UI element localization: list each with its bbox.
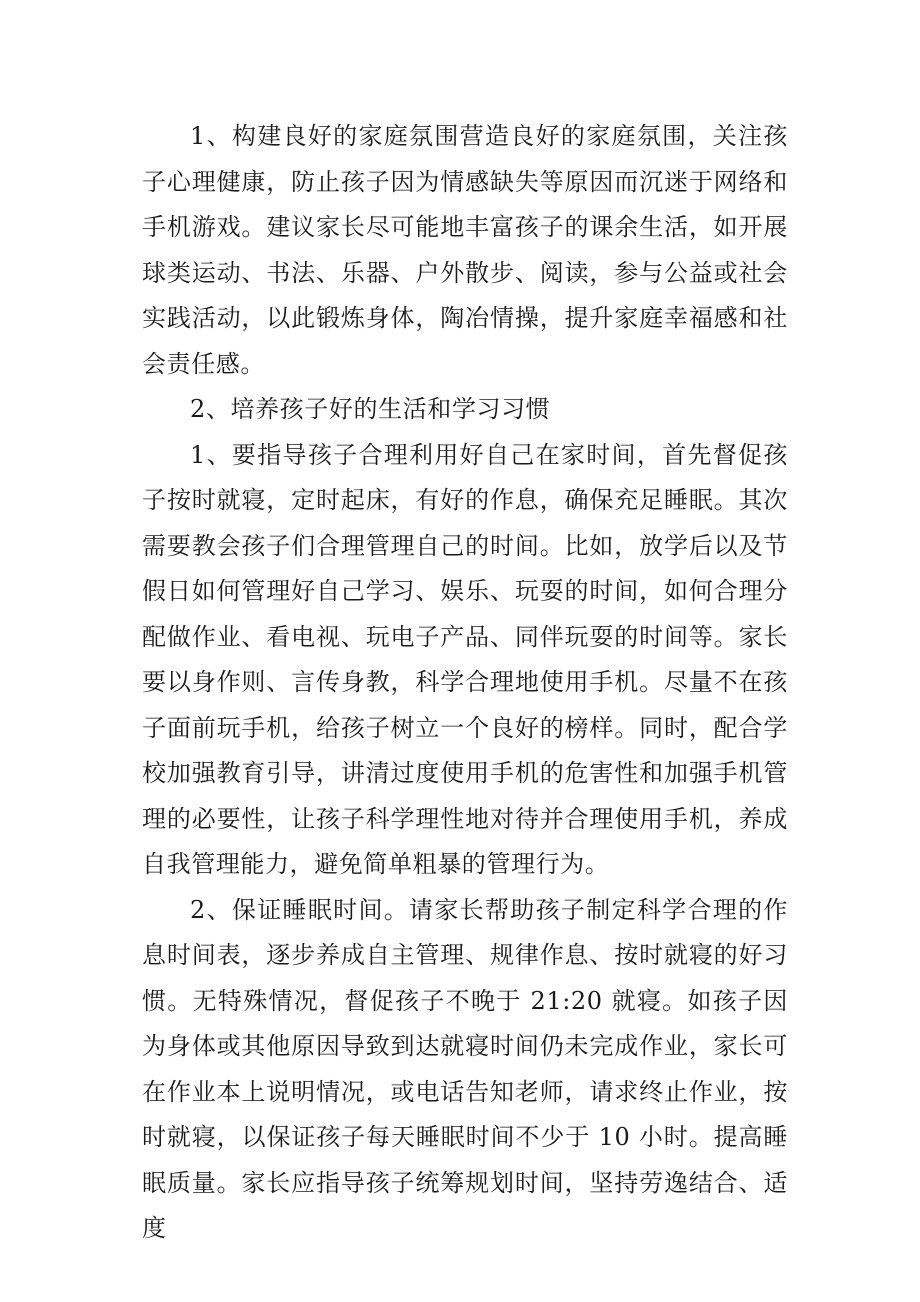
document-body <box>142 114 788 1252</box>
paragraph-time-management: 1、要指导孩子合理利用好自己在家时间，首先督促孩子按时就寝，定时起床，有好的作息，确保充足睡眠。其次需要教会孩子们合理管理自己的时间。比如，放学后以及节假日如何管理好自己学习、娱乐、玩耍的时间，如何合理分配做作业、看电视、玩电子产品、同伴玩耍的时间等。家长要以身作则、言传身教，科学合理地使用手机。尽量不在孩子面前玩手机，给孩子树立一个良好的榜样。同时，配合学校加强教育引导，讲清过度使用手机的危害性和加强手机管理的必要性，让孩子科学理性地对待并合理使用手机，养成自我管理能力，避免简单粗暴的管理行为。 <box>142 440 788 878</box>
paragraph-sleep-time: 2、保证睡眠时间。请家长帮助孩子制定科学合理的作息时间表，逐步养成自主管理、规律作息、按时就寝的好习惯。无特殊情况，督促孩子不晚于 21:20 就寝。如孩子因为身体或其他原因导致到达就寝时间仍未完成作业，家长可在作业本上说明情况，或电话告知老师，请求终止作业，按时就寝，以保证孩子每天睡眠时间不少于 10 小时。提高睡眠质量。家长应指导孩子统筹规划时间，坚持劳逸结合、适度 <box>142 895 788 1242</box>
section-heading-habits: 2、培养孩子好的生活和学习习惯 <box>190 395 551 423</box>
paragraph-family-atmosphere: 1、构建良好的家庭氛围营造良好的家庭氛围，关注孩子心理健康，防止孩子因为情感缺失等原因而沉迷于网络和手机游戏。建议家长尽可能地丰富孩子的课余生活，如开展球类运动、书法、乐器、户外散步、阅读，参与公益或社会实践活动，以此锻炼身体，陶冶情操，提升家庭幸福感和社会责任感。 <box>142 122 788 378</box>
